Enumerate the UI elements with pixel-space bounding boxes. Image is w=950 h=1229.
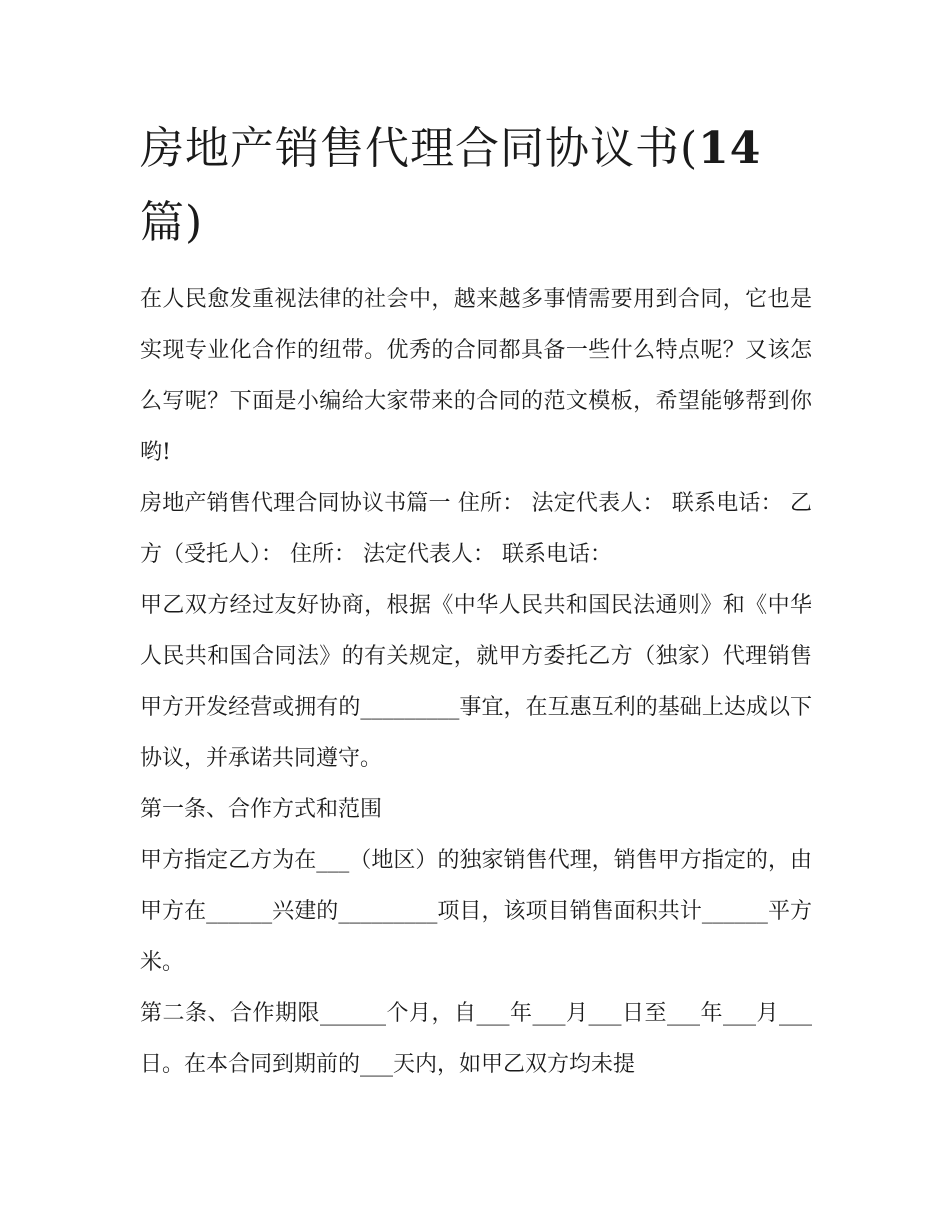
article-one-body: 甲方指定乙方为在___（地区）的独家销售代理，销售甲方指定的，由甲方在______兴建的_________项目，该项目销售面积共计______平方米。 bbox=[140, 848, 812, 975]
title-count: 14 bbox=[698, 123, 762, 174]
title-main: 房地产销售代理合同协议书( bbox=[140, 123, 699, 174]
document-page bbox=[140, 112, 812, 1090]
parties-paragraph: 房地产销售代理合同协议书篇一 住所： 法定代表人： 联系电话： 乙方（受托人）： 住所： 法定代表人： 联系电话： bbox=[140, 491, 812, 567]
article-two-body: 第二条、合作期限______个月，自___年___月___日至___年___月___日。在本合同到期前的___天内，如甲乙双方均未提 bbox=[140, 1001, 812, 1077]
intro-paragraph: 在人民愈发重视法律的社会中，越来越多事情需要用到合同，它也是实现专业化合作的纽带。优秀的合同都具备一些什么特点呢？又该怎么写呢？下面是小编给大家带来的合同的范文模板，希望能够帮到你哟! bbox=[140, 287, 812, 465]
title-tail: 篇) bbox=[140, 197, 204, 248]
document-title bbox=[140, 112, 812, 260]
agreement-paragraph: 甲乙双方经过友好协商，根据《中华人民共和国民法通则》和《中华人民共和国合同法》的有关规定，就甲方委托乙方（独家）代理销售甲方开发经营或拥有的_________事宜，在互惠互利的基础上达成以下协议，并承诺共同遵守。 bbox=[140, 593, 812, 771]
article-one-heading: 第一条、合作方式和范围 bbox=[140, 797, 383, 822]
